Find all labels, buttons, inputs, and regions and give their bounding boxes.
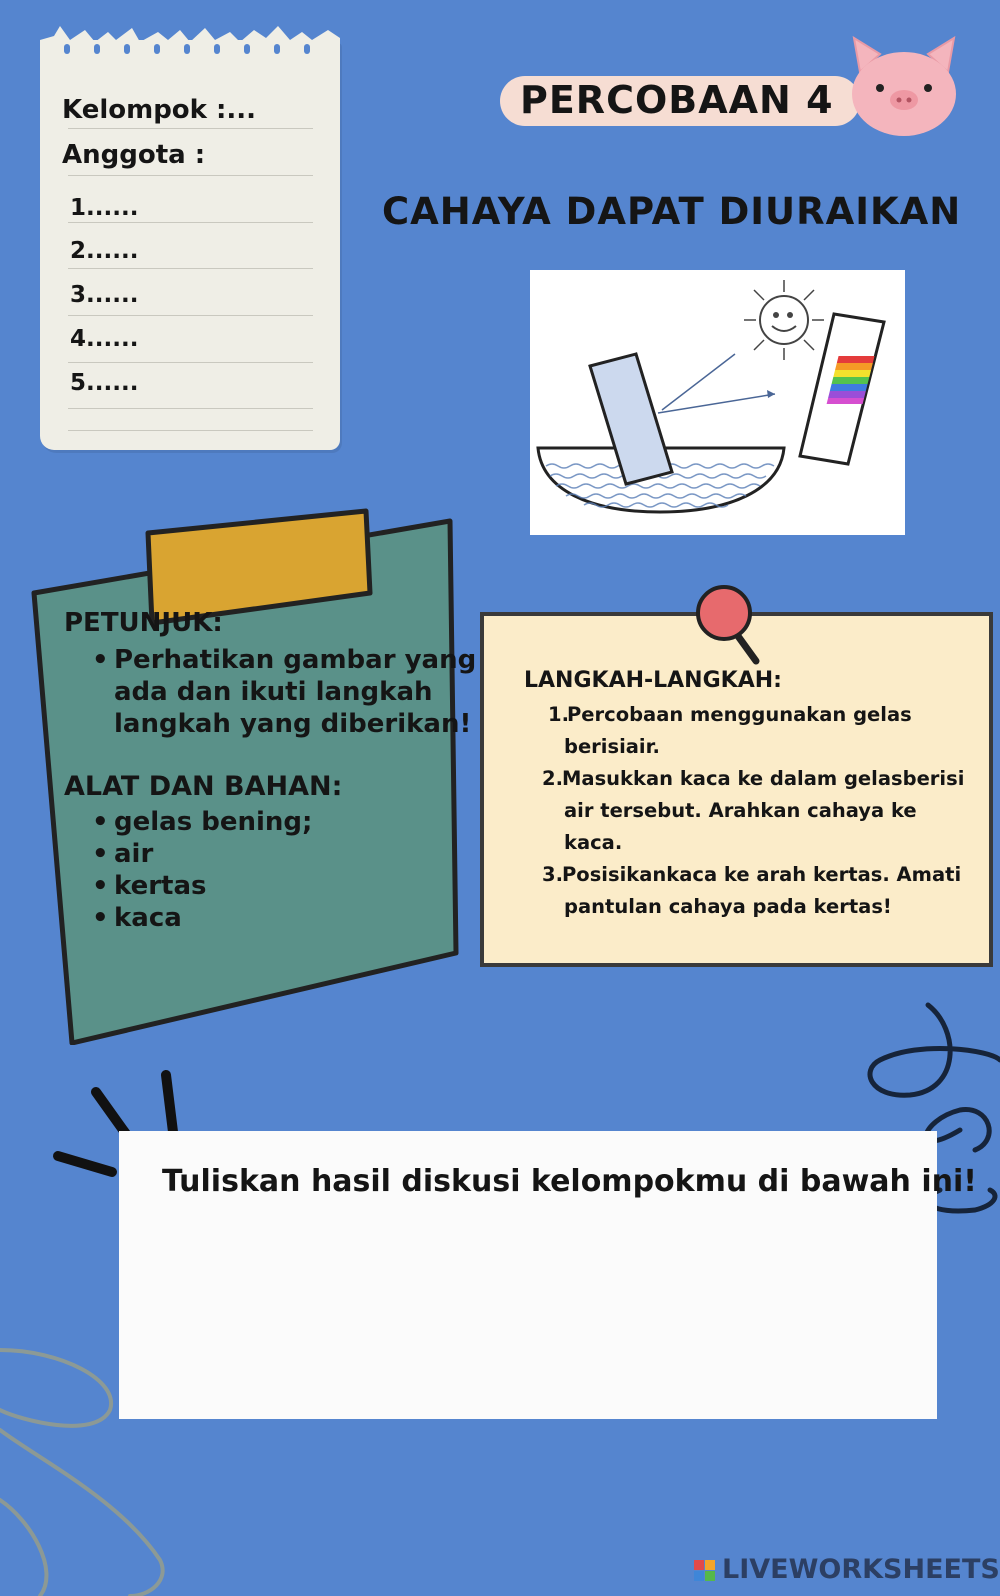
langkah-heading: LANGKAH-LANGKAH:: [524, 668, 782, 693]
step-line: pantulan cahaya pada kertas!: [564, 895, 892, 918]
member-5: 5......: [70, 370, 139, 396]
alat-item: kertas: [114, 871, 207, 901]
petunjuk-line-3: langkah yang diberikan!: [114, 709, 472, 739]
anggota-label: Anggota :: [62, 140, 206, 170]
alat-heading: ALAT DAN BAHAN:: [64, 771, 343, 802]
bullet-dot: •: [92, 645, 109, 675]
step-line: Masukkan kaca ke dalam gelasberisi: [562, 767, 965, 790]
alat-item: air: [114, 839, 154, 869]
experiment-illustration: [530, 270, 905, 535]
step-line: air tersebut. Arahkan cahaya ke: [564, 799, 917, 822]
member-4: 4......: [70, 326, 139, 352]
alat-item: gelas bening;: [114, 807, 313, 837]
kelompok-label: Kelompok :...: [62, 95, 257, 125]
pushpin-icon: [694, 585, 764, 665]
step-line: kaca.: [564, 831, 623, 854]
member-3: 3......: [70, 282, 139, 308]
member-2: 2......: [70, 238, 139, 264]
step-number: 2.: [542, 767, 563, 790]
group-notepad: [40, 40, 340, 450]
member-1: 1......: [70, 195, 139, 221]
liveworksheets-logo[interactable]: LIVEWORKSHEETS: [722, 1554, 1000, 1585]
step-line: Percobaan menggunakan gelas: [567, 703, 912, 726]
step-line: berisiair.: [564, 735, 660, 758]
page-title: PERCOBAAN 4: [520, 78, 834, 122]
petunjuk-heading: PETUNJUK:: [64, 608, 223, 638]
torn-edge: [40, 26, 340, 56]
step-number: 3.: [542, 863, 563, 886]
sun-icon: [744, 280, 824, 360]
step-line: Posisikankaca ke arah kertas. Amati: [562, 863, 962, 886]
answer-prompt: Tuliskan hasil diskusi kelompokmu di bawah ini!: [162, 1164, 977, 1199]
pig-icon: [846, 36, 962, 138]
alat-item: kaca: [114, 903, 182, 933]
liveworksheets-logo-icon: [694, 1560, 716, 1582]
petunjuk-line-1: Perhatikan gambar yang: [114, 645, 477, 675]
page-subtitle: CAHAYA DAPAT DIURAIKAN: [382, 190, 962, 233]
petunjuk-line-2: ada dan ikuti langkah: [114, 677, 433, 707]
step-number: 1.: [548, 703, 569, 726]
